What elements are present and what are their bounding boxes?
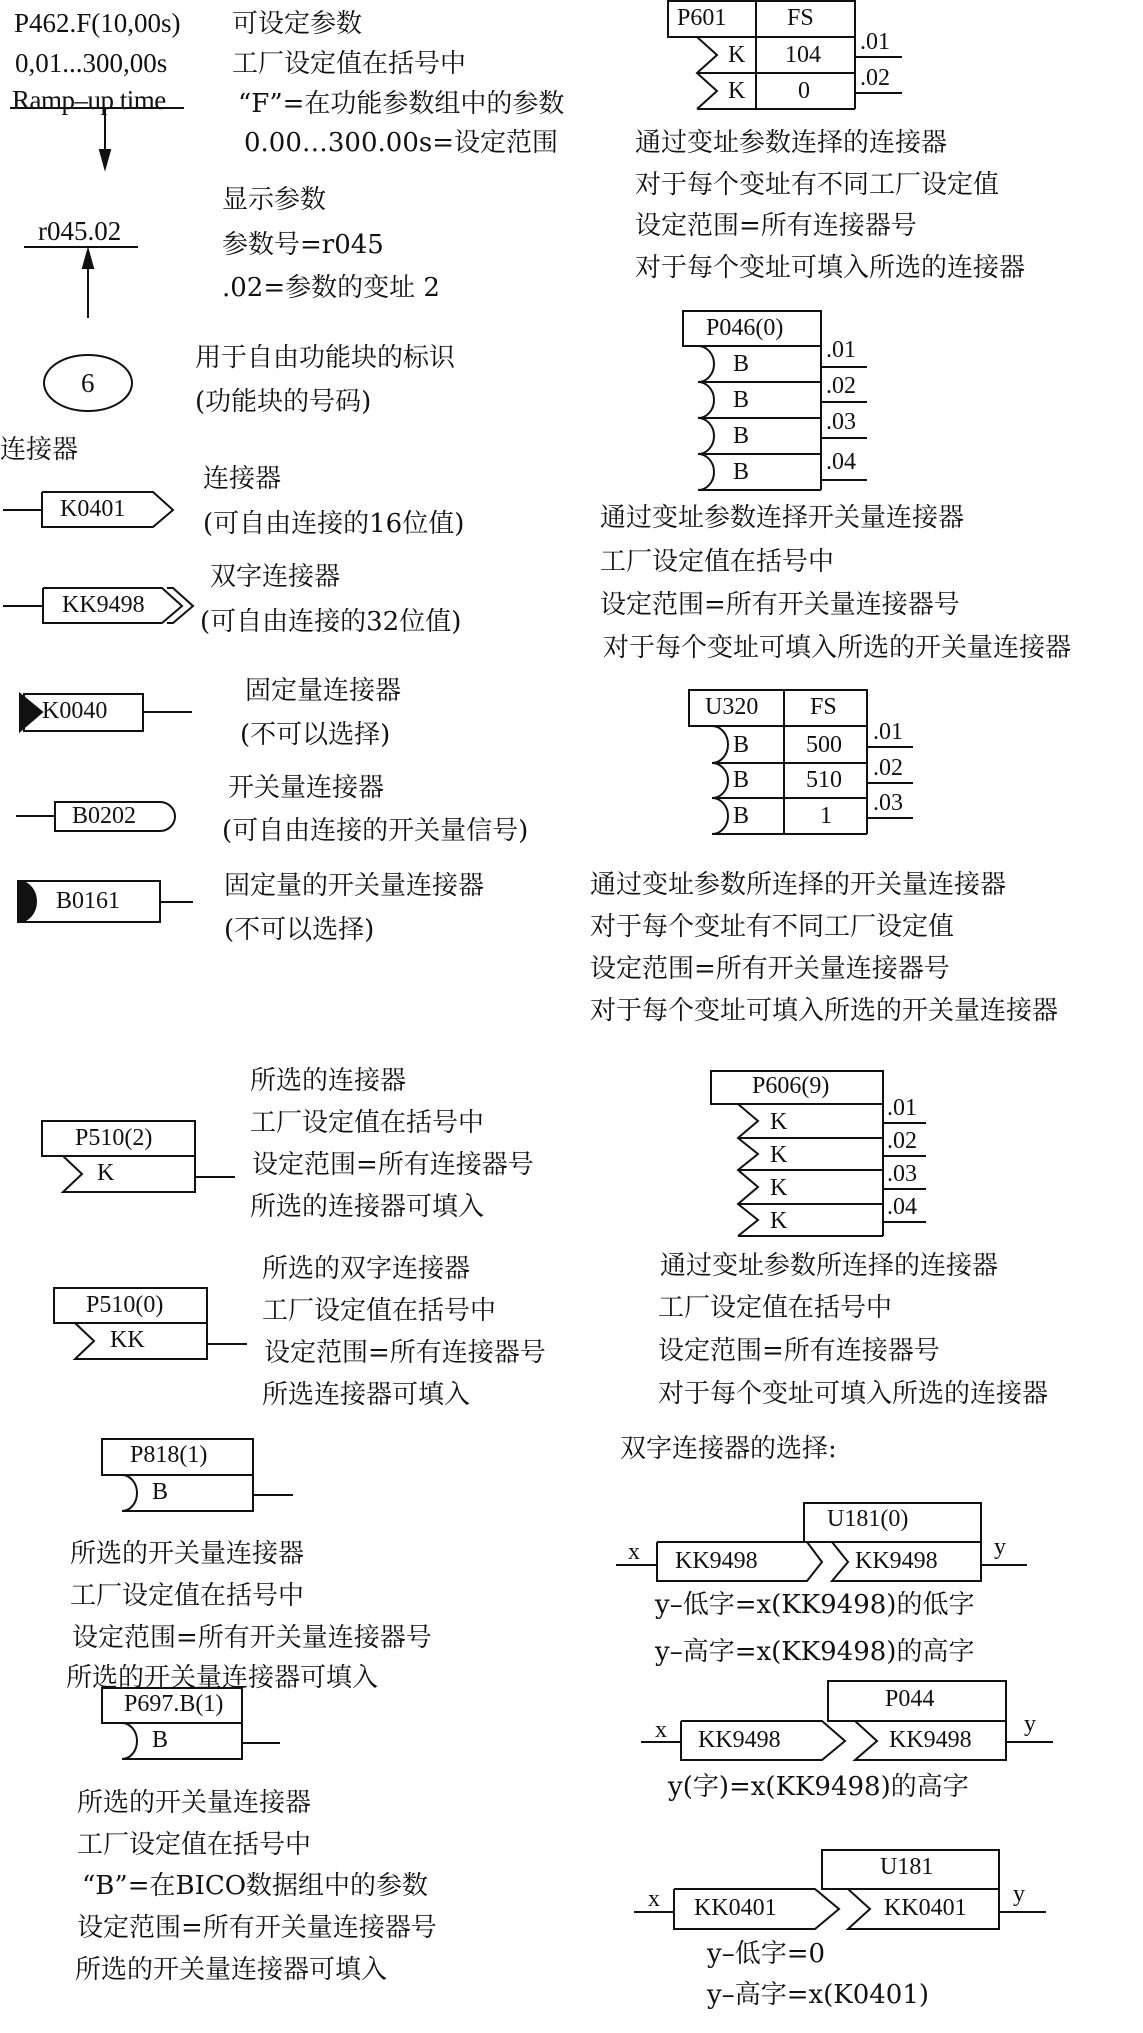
- p046-desc: 设定范围=所有开关量连接器号: [600, 590, 960, 620]
- p046-row-index: .03: [826, 409, 856, 435]
- function-block-number: 6: [81, 368, 95, 398]
- connector-desc: (可自由连接的16位值): [203, 509, 465, 539]
- p606-row-type: K: [770, 1208, 788, 1234]
- p697-sink: [122, 1723, 242, 1759]
- u320-row-type: B: [733, 732, 750, 758]
- p046-row-index: .01: [826, 337, 856, 363]
- ex2-input: KK9498: [698, 1727, 781, 1753]
- p606-header: P606(9): [752, 1073, 830, 1099]
- ex2-param: P044: [885, 1686, 935, 1712]
- ex3-input: KK0401: [694, 1895, 777, 1921]
- connector-tag: B0161: [56, 888, 121, 914]
- p697-desc: “B”=在BICO数据组中的参数: [82, 1871, 429, 1901]
- p510-2-header: P510(2): [75, 1125, 153, 1151]
- settable-param-range: 0,01...300,00s: [15, 48, 168, 78]
- p818-desc: 所选的开关量连接器可填入: [66, 1663, 379, 1693]
- ex1-desc: y–高字=x(KK9498)的高字: [655, 1637, 975, 1667]
- p510-0-desc: 工厂设定值在括号中: [262, 1296, 497, 1326]
- u320-header-name: U320: [705, 694, 759, 720]
- ex2-desc: y(字)=x(KK9498)的高字: [668, 1772, 969, 1802]
- p606-row-index: .02: [887, 1128, 917, 1154]
- ex1-x-label: x: [628, 1539, 640, 1565]
- p510-0-desc: 设定范围=所有连接器号: [264, 1338, 546, 1368]
- p818-desc: 所选的开关量连接器: [70, 1539, 305, 1569]
- p046-row-index: .04: [826, 449, 856, 475]
- arrow-down-icon: [100, 150, 110, 168]
- p818-header: P818(1): [130, 1442, 208, 1468]
- u320-row-index: .03: [873, 790, 903, 816]
- p818-type: B: [152, 1479, 169, 1505]
- connector-desc: (可自由连接的开关量信号): [222, 816, 529, 846]
- settable-desc-3: “F”=在功能参数组中的参数: [238, 89, 565, 119]
- connector-desc: 固定量连接器: [245, 676, 402, 706]
- u320-row-index: .01: [873, 719, 903, 745]
- p601-header-fs: FS: [787, 5, 814, 31]
- p606-row-index: .04: [887, 1194, 917, 1220]
- p697-type: B: [152, 1727, 169, 1753]
- p510-2-desc: 所选的连接器: [250, 1066, 407, 1096]
- connector-desc: 固定量的开关量连接器: [224, 871, 485, 901]
- connector-tag: KK9498: [62, 592, 145, 618]
- p606-row-index: .03: [887, 1161, 917, 1187]
- ex1-input: KK9498: [675, 1548, 758, 1574]
- p697-desc: 设定范围=所有开关量连接器号: [77, 1913, 437, 1943]
- p697-desc: 工厂设定值在括号中: [77, 1830, 312, 1860]
- p046-desc: 通过变址参数连择开关量连接器: [600, 503, 965, 533]
- p046-row-type: B: [733, 459, 750, 485]
- ex3-y-label: y: [1013, 1881, 1025, 1907]
- connector-tag: K0401: [60, 496, 126, 522]
- fixed-connector-triangle-icon: [20, 694, 42, 731]
- u320-row-type: B: [733, 767, 750, 793]
- p606-row-type: K: [770, 1175, 788, 1201]
- display-desc-2: 参数号=r045: [222, 230, 384, 260]
- p606-row-index: .01: [887, 1095, 917, 1121]
- u320-header-fs: FS: [810, 694, 837, 720]
- settable-desc-2: 工厂设定值在括号中: [232, 49, 467, 79]
- p606-desc: 对于每个变址可填入所选的连接器: [658, 1379, 1049, 1409]
- ex1-sink: KK9498: [855, 1548, 938, 1574]
- connector-desc: (不可以选择): [240, 720, 391, 750]
- p510-0-desc: 所选的双字连接器: [262, 1254, 471, 1284]
- p510-0-desc: 所选连接器可填入: [262, 1380, 471, 1410]
- u320-row-index: .02: [873, 755, 903, 781]
- p601-row-type: K: [728, 78, 746, 104]
- p818-sink: [122, 1475, 253, 1511]
- ex1-desc: y–低字=x(KK9498)的低字: [655, 1590, 975, 1620]
- p510-2-desc: 设定范围=所有连接器号: [252, 1150, 534, 1180]
- p046-row-type: B: [733, 387, 750, 413]
- ex3-param: U181: [880, 1854, 934, 1880]
- p697-header: P697.B(1): [124, 1691, 224, 1717]
- u320-binector-curves: [712, 726, 728, 834]
- connector-desc: 双字连接器: [210, 562, 341, 592]
- ex1-param: U181(0): [827, 1506, 909, 1532]
- p697-desc: 所选的开关量连接器: [77, 1788, 312, 1818]
- function-block-desc-2: (功能块的号码): [195, 387, 372, 417]
- p046-desc: 对于每个变址可填入所选的开关量连接器: [603, 633, 1072, 663]
- connectors-heading: 连接器: [0, 435, 79, 465]
- settable-param-name: P462.F(10,00s): [14, 8, 181, 38]
- p510-0-header: P510(0): [86, 1292, 164, 1318]
- ex1-y-label: y: [994, 1534, 1006, 1560]
- p818-desc: 工厂设定值在括号中: [70, 1581, 305, 1611]
- connector-tag: B0202: [72, 803, 137, 829]
- p606-desc: 工厂设定值在括号中: [658, 1293, 893, 1323]
- connector-desc: 连接器: [203, 464, 282, 494]
- p601-row-index: .01: [860, 29, 890, 55]
- ex2-x-label: x: [655, 1717, 667, 1743]
- p046-row-type: B: [733, 351, 750, 377]
- ex3-sink: KK0401: [884, 1895, 967, 1921]
- function-block-desc-1: 用于自由功能块的标识: [195, 343, 456, 373]
- p510-2-sink: [63, 1156, 195, 1192]
- ex2-y-label: y: [1024, 1711, 1036, 1737]
- p601-row-value: 0: [798, 78, 810, 104]
- p601-row-type: K: [728, 42, 746, 68]
- p601-desc: 设定范围=所有连接器号: [635, 211, 917, 241]
- connector-tag: K0040: [42, 698, 108, 724]
- connector-desc: (可自由连接的32位值): [200, 607, 462, 637]
- p601-row-value: 104: [785, 42, 821, 68]
- u320-row-value: 1: [820, 803, 832, 829]
- arrow-up-icon: [83, 250, 93, 268]
- p046-row-index: .02: [826, 373, 856, 399]
- u320-row-value: 510: [806, 767, 842, 793]
- u320-row-value: 500: [806, 732, 842, 758]
- p601-row-index: .02: [860, 65, 890, 91]
- p510-2-desc: 工厂设定值在括号中: [250, 1108, 485, 1138]
- settable-desc-1: 可设定参数: [232, 9, 363, 39]
- p601-desc: 通过变址参数连择的连接器: [635, 128, 948, 158]
- u320-desc: 对于每个变址有不同工厂设定值: [590, 912, 955, 942]
- ex3-desc: y–高字=x(K0401): [707, 1980, 930, 2010]
- p046-header: P046(0): [706, 315, 784, 341]
- u320-desc: 设定范围=所有开关量连接器号: [590, 954, 950, 984]
- ex3-x-label: x: [648, 1886, 660, 1912]
- display-desc-3: .02=参数的变址 2: [222, 273, 440, 303]
- p510-2-type: K: [97, 1160, 115, 1186]
- settable-param-label: Ramp–up time: [12, 85, 166, 115]
- p606-row-type: K: [770, 1109, 788, 1135]
- p046-row-type: B: [733, 423, 750, 449]
- ex3-desc: y–低字=0: [707, 1939, 826, 1969]
- connector-desc: (不可以选择): [224, 915, 375, 945]
- p601-desc: 对于每个变址可填入所选的连接器: [635, 253, 1026, 283]
- p510-2-desc: 所选的连接器可填入: [250, 1192, 485, 1222]
- settable-desc-4: 0.00…300.00s=设定范围: [244, 128, 558, 158]
- p601-desc: 对于每个变址有不同工厂设定值: [635, 170, 1000, 200]
- fixed-binector-halfdisc-icon: [18, 881, 36, 922]
- p606-row-type: K: [770, 1142, 788, 1168]
- p606-desc: 设定范围=所有连接器号: [658, 1336, 940, 1366]
- p697-desc: 所选的开关量连接器可填入: [75, 1955, 388, 1985]
- p606-desc: 通过变址参数所连择的连接器: [660, 1251, 999, 1281]
- double-word-heading: 双字连接器的选择:: [620, 1434, 837, 1464]
- p046-desc: 工厂设定值在括号中: [600, 547, 835, 577]
- u320-row-type: B: [733, 803, 750, 829]
- display-desc-1: 显示参数: [222, 185, 327, 215]
- display-param-name: r045.02: [38, 216, 122, 246]
- connector-desc: 开关量连接器: [228, 773, 385, 803]
- p818-desc: 设定范围=所有开关量连接器号: [72, 1623, 432, 1653]
- ex2-sink: KK9498: [889, 1727, 972, 1753]
- u320-desc: 通过变址参数所连择的开关量连接器: [590, 870, 1007, 900]
- p510-0-type: KK: [110, 1327, 145, 1353]
- p601-header-name: P601: [677, 5, 727, 31]
- u320-desc: 对于每个变址可填入所选的开关量连接器: [590, 996, 1059, 1026]
